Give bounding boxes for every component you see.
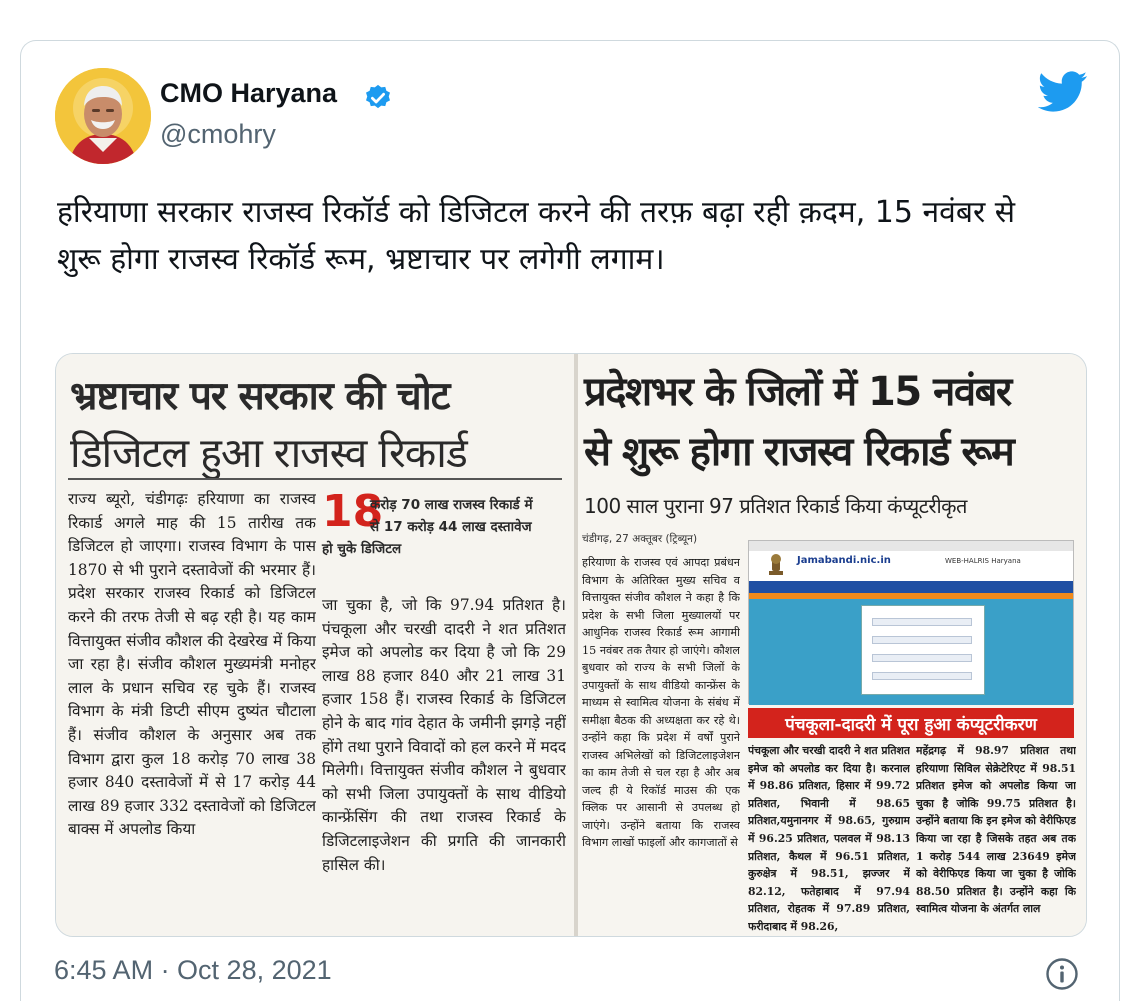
- form-field: [872, 618, 972, 626]
- website-portal: WEB-HALRIS Haryana: [945, 557, 1021, 565]
- website-nav: [749, 581, 1073, 593]
- clipping-headline: से शुरू होगा राजस्व रिकार्ड रूम: [584, 429, 1014, 475]
- clipping-headline: प्रदेशभर के जिलों में 15 नवंबर: [584, 369, 1011, 415]
- twitter-bird-icon[interactable]: [1038, 71, 1088, 113]
- clipping-column: जा चुका है, जो कि 97.94 प्रतिशत है। पंचकूला और चरखी दादरी ने शत प्रतिशत इमेज को अपलोड कर दिया है जो कि 29 लाख 88 हजार 840 और 21 लाख 31 हजार 158 हैं। राजस्व रिकार्ड के डिजिटल होने के बाद गांव देहात के जमीनी झगड़े नहीं होंगे तथा पुराने विवादों को हल करने में मदद मिलेगी। वित्तायुक्त संजीव कौशल ने बुधवार को सभी जिला उपायुक्तों के साथ वीडियो कान्फ्रेंसिंग की तथा राजस्व रिकार्ड के डिजिटलाइजेशन की प्रगति की जानकारी हासिल की।: [322, 596, 566, 874]
- clipping-headline: डिजिटल हुआ राजस्व रिकार्ड: [70, 429, 467, 477]
- form-field: [872, 636, 972, 644]
- fact-line: से 17 करोड़ 44 लाख दस्तावेज: [370, 519, 532, 535]
- fact-box: [322, 486, 566, 580]
- tweet-timestamp[interactable]: 6:45 AM · Oct 28, 2021: [54, 955, 332, 985]
- clipping-column: राज्य ब्यूरो, चंडीगढ़ः हरियाणा का राजस्व रिकार्ड अगले माह की 15 तारीख तक डिजिटल हो जाएगा। राजस्व विभाग के पास 1870 से भी पुराने दस्तावेजों की भरमार हैं। प्रदेश सरकार राजस्व रिकार्ड को डिजिटल करने की तरफ तेजी से बढ़ रही है। यह काम वित्तायुक्त संजीव कौशल की देखरेख में किया जा रहा है। संजीव कौशल मुख्यमंत्री मनोहर लाल के प्रधान सचिव रह चुके हैं। राजस्व विभाग के मंत्री डिप्टी सीएम दुष्यंत चौटाला हैं। संजीव कौशल के अनुसार अब तक विभाग द्वारा कुल 18 करोड़ 70 लाख 38 हजार 840 दस्तावेजों में से 17 करोड़ 44 लाख 89 हजार 332 दस्तावेजों को डिजिटल बाक्स में अपलोड किया: [68, 490, 316, 839]
- clipping-dateline: चंडीगढ़, 27 अक्तूबर (ट्रिब्यून): [582, 533, 698, 545]
- info-icon[interactable]: [1045, 957, 1079, 991]
- verified-badge-icon: [363, 83, 393, 113]
- newspaper-clipping-right: [578, 354, 1087, 937]
- website-form: [861, 605, 985, 695]
- author-handle[interactable]: @cmohry: [160, 119, 276, 149]
- newspaper-clipping-left: [56, 354, 574, 937]
- website-name: Jamabandi.nic.in: [797, 555, 891, 566]
- clipping-banner: [748, 708, 1074, 738]
- emblem-icon: [761, 553, 791, 579]
- fact-number: 18: [322, 486, 384, 537]
- clipping-column: पंचकूला और चरखी दादरी ने शत प्रतिशत इमेज को अपलोड कर दिया है। करनाल में 98.86 प्रतिशत, हिसार में 99.72 प्रतिशत, भिवानी में 98.65 प्रतिशत,यमुनानगर में 98.65, गुरुग्राम में 96.25 प्रतिशत, पलवल में 98.13 प्रतिशत, कैथल में 96.51 प्रतिशत, कुरुक्षेत्र में 98.51, झज्जर में 82.12, फतेहाबाद में 97.94 प्रतिशत, रोहतक में 97.89 प्रतिशत, फरीदाबाद में 98.26,: [748, 744, 910, 933]
- clipping-column: हरियाणा के राजस्व एवं आपदा प्रबंधन विभाग के अतिरिक्त मुख्य सचिव व वित्तायुक्त संजीव कौशल ने कहा है कि प्रदेश के सभी जिला मुख्यालयों पर आधुनिक राजस्व रिकार्ड रूम आगामी 15 नवंबर तक तैयार हो जाएंगे। कौशल बुधवार को राज्य के सभी जिलों के उपायुक्तों के साथ वीडियो कान्फ्रेंस के माध्यम से स्वामित्व योजना के संबंध में समीक्षा बैठक की अध्यक्षता कर रहे थे। उन्होंने कहा कि प्रदेश में वर्षों पुराने राजस्व अभिलेखों को डिजिटलाइजेशन का काम तेजी से चल रहा है और अब जल्द ही ये रिकॉर्ड माउस की एक क्लिक पर आसानी से उपलब्ध हो जाएंगे। उन्होंने बताया कि राजस्व विभाग लाखों फाइलों और कागजातों से: [582, 556, 740, 849]
- website-screenshot: [748, 540, 1074, 704]
- avatar[interactable]: [55, 68, 151, 164]
- author-name[interactable]: CMO Haryana: [160, 78, 338, 108]
- form-field: [872, 654, 972, 662]
- browser-bar: [749, 541, 1073, 551]
- avatar-portrait-icon: [55, 68, 151, 164]
- tweet-text: हरियाणा सरकार राजस्व रिकॉर्ड को डिजिटल करने की तरफ़ बढ़ा रही क़दम, 15 नवंबर से शुरू होगा राजस्व रिकॉर्ड रूम, भ्रष्टाचार पर लगेगी लगाम।: [57, 195, 1016, 277]
- tweet-card: [20, 40, 1120, 1001]
- tweet-media-image[interactable]: [55, 353, 1087, 937]
- fact-line: करोड़ 70 लाख राजस्व रिकार्ड में: [370, 497, 533, 513]
- clipping-headline: भ्रष्टाचार पर सरकार की चोट: [70, 374, 450, 419]
- headline-divider: [68, 478, 562, 480]
- form-field: [872, 672, 972, 680]
- clipping-subhead: 100 साल पुराना 97 प्रतिशत रिकार्ड किया कंप्यूटरीकृत: [584, 494, 967, 518]
- clipping-column: महेंद्रगढ़ में 98.97 प्रतिशत तथा हरियाणा सिविल सेक्रेटेरिएट में 98.51 प्रतिशत इमेज को अपलोड किया जा चुका है जोकि 99.75 प्रतिशत है। उन्होंने बताया कि इन इमेज को वेरीफिएड किया जा रहा है जिसके तहत अब तक 1 करोड़ 544 लाख 23649 इमेज को वेरीफिएड किया जा चुका है जोकि 88.50 प्रतिशत है। उन्होंने कहा कि स्वामित्व योजना के अंतर्गत लाल: [916, 744, 1076, 916]
- banner-text: पंचकूला-दादरी में पूरा हुआ कंप्यूटरीकरण: [785, 715, 1037, 735]
- fact-line: हो चुके डिजिटल: [322, 541, 402, 557]
